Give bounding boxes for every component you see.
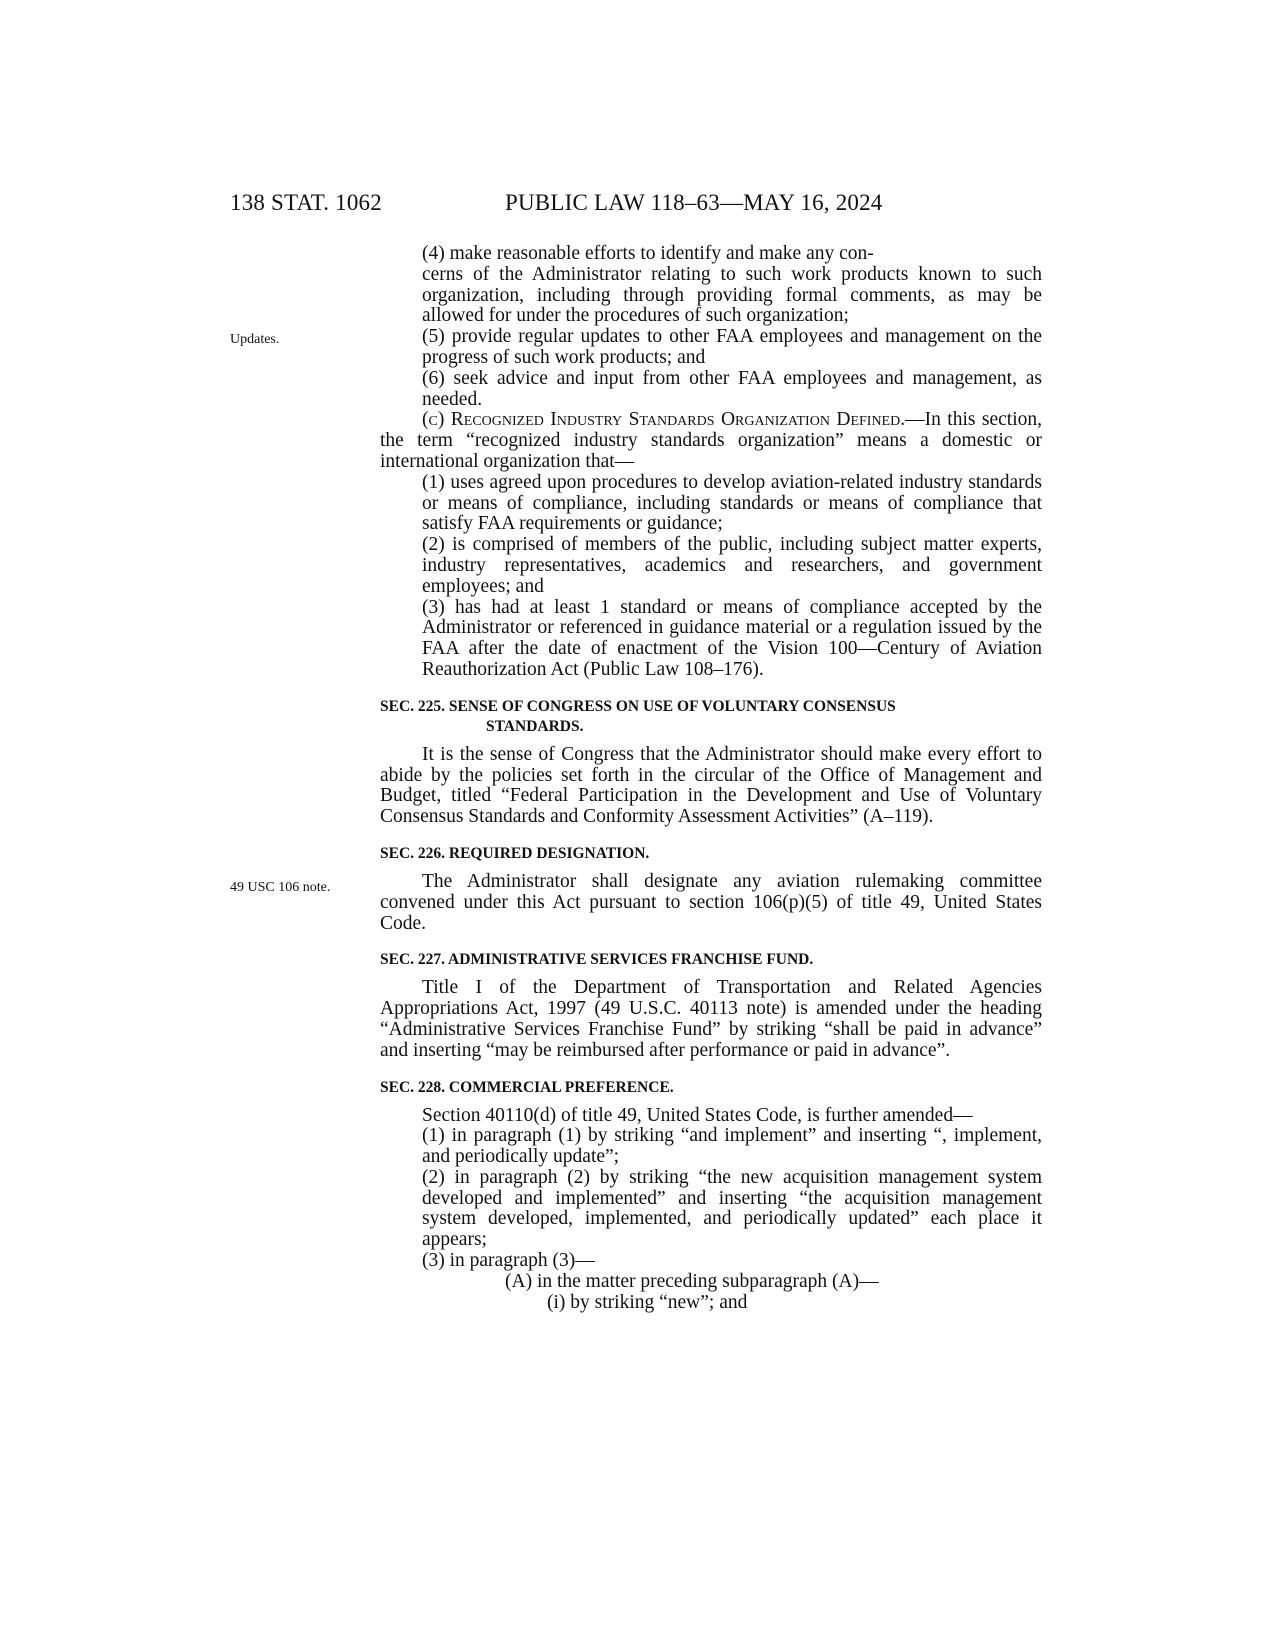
stat-page-number: 138 STAT. 1062 — [230, 190, 382, 215]
section-225-heading-line-2: STANDARDS. — [486, 717, 584, 735]
subsection-c-3: (3) has had at least 1 standard or means of compliance accepted by the Administrator or referenced in guidance material or a regulation issued by the FAA after the date of enactment of the Vision 100—Century of Aviation Reauthorization Act (Public Law 108–176). — [422, 596, 1042, 680]
section-228-paragraph-3: (3) in paragraph (3)— — [422, 1250, 595, 1272]
margin-note-updates: Updates. — [230, 332, 280, 347]
paragraph-4-rest: cerns of the Administrator relating to such work products known to such organization, including through providing formal comments, as may be allowed for under the procedures of such organization; — [422, 263, 1042, 327]
section-228-heading: SEC. 228. COMMERCIAL PREFERENCE. — [380, 1078, 674, 1096]
section-228-clause-i: (i) by striking “new”; and — [547, 1291, 748, 1313]
section-227-heading: SEC. 227. ADMINISTRATIVE SERVICES FRANCHISE FUND. — [380, 951, 814, 969]
section-226-text: The Administrator shall designate any aviation rulemaking committee convened under this Act pursuant to section 106(p)(5) of title 49, United States Code. — [380, 870, 1042, 934]
section-225-text: It is the sense of Congress that the Administrator should make every effort to abide by the policies set forth in the circular of the Office of Management and Budget, titled “Federal Participation in the Development and Use of Voluntary Consensus Standards and Conformity Assessment Activities” (A–119). — [380, 743, 1042, 828]
section-228-subparagraph-A: (A) in the matter preceding subparagraph (A)— — [505, 1270, 879, 1292]
section-225-heading-line-1: SEC. 225. SENSE OF CONGRESS ON USE OF VOLUNTARY CONSENSUS — [380, 697, 896, 715]
section-228-paragraph-2: (2) in paragraph (2) by striking “the new acquisition management system developed and implemented” and inserting “the acquisition management system developed, implemented, and periodically updated” each place it appears; — [422, 1166, 1042, 1251]
subsection-c-heading: (c) Recognized Industry Standards Organization Defined. — [422, 409, 906, 431]
paragraph-4-first-line: (4) make reasonable efforts to identify and make any con- — [422, 243, 874, 264]
document-body — [380, 244, 1042, 1313]
paragraph-6: (6) seek advice and input from other FAA employees and management, as needed. — [422, 367, 1042, 410]
paragraph-5: (5) provide regular updates to other FAA employees and management on the progress of such work products; and — [422, 326, 1042, 368]
section-228-text: Section 40110(d) of title 49, United States Code, is further amended— — [422, 1104, 973, 1126]
margin-note-usc: 49 USC 106 note. — [230, 880, 331, 895]
paragraph-4 — [380, 244, 1042, 327]
section-227-text: Title I of the Department of Transportation and Related Agencies Appropriations Act, 1997 (49 U.S.C. 40113 note) is amended under the heading “Administrative Services Franchise Fund” by striking “shall be paid in advance” and inserting “may be reimbursed after performance or paid in advance”. — [380, 977, 1042, 1061]
running-header-title: PUBLIC LAW 118–63—MAY 16, 2024 — [505, 190, 883, 215]
subsection-c — [380, 410, 1042, 472]
subsection-c-2: (2) is comprised of members of the public, including subject matter experts, industry representatives, academics and researchers, and government employees; and — [422, 534, 1042, 597]
subsection-c-text: —In this section, the term “recognized industry standards organization” means a domestic or international organization that— — [380, 409, 1042, 472]
section-226-heading: SEC. 226. REQUIRED DESIGNATION. — [380, 844, 650, 862]
section-225-heading — [380, 697, 1042, 737]
section-228-paragraph-1: (1) in paragraph (1) by striking “and implement” and inserting “, implement, and periodically update”; — [422, 1125, 1042, 1168]
subsection-c-1: (1) uses agreed upon procedures to develop aviation-related industry standards or means of compliance, including standards or means of compliance that satisfy FAA requirements or guidance; — [422, 471, 1042, 535]
